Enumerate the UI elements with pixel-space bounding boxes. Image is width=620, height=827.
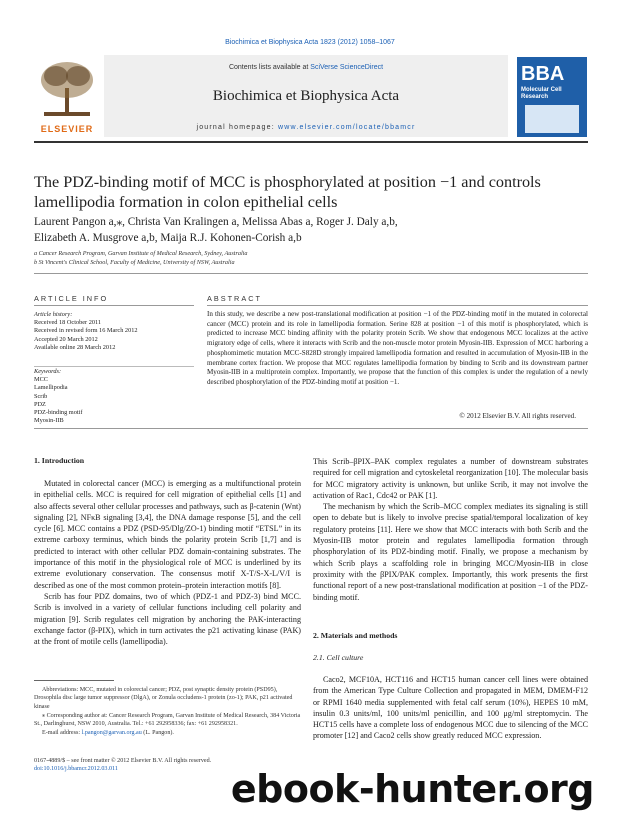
- affiliation-a: a Cancer Research Program, Garvan Institute of Medical Research, Sydney, Australia: [34, 250, 248, 257]
- keyword-item: Scrib: [34, 392, 48, 400]
- header-rule: [34, 141, 588, 143]
- journal-homepage: journal homepage: www.elsevier.com/locate/bbamcr: [196, 124, 416, 131]
- affiliation-b: b St Vincent's Clinical School, Faculty of Medicine, University of NSW, Australia: [34, 259, 235, 266]
- history-label: Article history:: [34, 311, 73, 318]
- elsevier-wordmark: ELSEVIER: [40, 124, 94, 134]
- issn-line: 0167-4889/$ – see front matter © 2012 Elsevier B.V. All rights reserved.: [34, 758, 212, 764]
- right-column-body: [313, 456, 588, 603]
- homepage-link[interactable]: www.elsevier.com/locate/bbamcr: [277, 124, 416, 131]
- contents-line: Contents lists available at SciVerse ScienceDirect: [228, 64, 384, 71]
- keywords-rule: [34, 366, 194, 367]
- authors-line-1: Laurent Pangon a,⁎, Christa Van Kralingen a, Melissa Abas a, Roger J. Daly a,b,: [34, 216, 398, 228]
- article-history: [34, 311, 194, 352]
- footnote-rule: [34, 680, 114, 681]
- methods-heading: 2. Materials and methods: [313, 631, 398, 640]
- watermark-text: ebook-hunter.org: [230, 767, 594, 811]
- keyword-item: Myosin-IIB: [34, 417, 64, 425]
- section-rule: [34, 273, 588, 274]
- keywords-label: Keywords:: [34, 368, 62, 375]
- keyword-item: MCC: [34, 376, 48, 384]
- cover-title: BBA: [521, 63, 565, 85]
- history-revised: Received in revised form 16 March 2012: [34, 327, 138, 335]
- article-title: The PDZ-binding motif of MCC is phosphorylated at position −1 and controls lamellipodia formation in colon epithelial cells: [34, 173, 541, 211]
- history-online: Available online 28 March 2012: [34, 343, 116, 351]
- cover-subtitle: Molecular Cell Research: [521, 87, 562, 100]
- cover-image: [525, 105, 579, 133]
- article-info-rule: [34, 305, 194, 306]
- sciencedirect-link[interactable]: SciVerse ScienceDirect: [310, 64, 384, 71]
- email-link[interactable]: l.pangon@garvan.org.au: [81, 730, 142, 737]
- abbreviations-footnote: Abbreviations: MCC, mutated in colorectal cancer; PDZ, post synaptic density protein (PSD95), Drosophila disc large tumor suppressor (DlgA), or Zonula occludens-1 protein (zo-1); PAK, p21 activated kinase: [34, 687, 293, 710]
- cell-culture-body: [313, 674, 588, 742]
- keywords: [34, 368, 194, 425]
- footnotes: [34, 686, 301, 739]
- abstract-rule: [207, 305, 588, 306]
- email-footnote: E-mail address: l.pangon@garvan.org.au (L. Pangon).: [42, 730, 174, 737]
- introduction-heading: 1. Introduction: [34, 456, 85, 465]
- cell-culture-heading: 2.1. Cell culture: [313, 653, 364, 662]
- intro-paragraph-1: Mutated in colorectal cancer (MCC) is emerging as a multifunctional protein in epithelial cells. MCC is required for cell migration of epithelial cells [1] and also affects several other cellular processes and pathways, such as β-catenin (Wnt) signaling [2], NFκB signaling [3,4], the DNA damage response [5], and the cell cycle [6]. MCC contains a PDZ (PSD-95/Dlg/ZO-1) binding motif “ETSL” in its extreme carboxy terminus, which binds the polarity protein Scrib [1,7] and is predicted to interact with other cellular PDZ domain-containing substrates. The importance of this motif in the physiological role of MCC is underlined by its extreme evolutionary conservation. The consensus motif X-T/S-X-L/V/I is described as one of the most common protein–protein interaction motifs [8].: [34, 479, 301, 590]
- journal-cover: [517, 57, 587, 137]
- corresponding-author-footnote: ⁎ Corresponding author at: Cancer Research Program, Garvan Institute of Medical Research, 384 Victoria St., Darlinghurst, NSW 2010, Australia. Tel.: +61 292958336; fax: +61 292958321.: [34, 712, 301, 728]
- authors-line-2: Elizabeth A. Musgrove a,b, Maija R.J. Kohonen-Corish a,b: [34, 232, 302, 244]
- keyword-item: PDZ: [34, 400, 46, 408]
- introduction-body: [34, 478, 301, 647]
- journal-citation[interactable]: Biochimica et Biophysica Acta 1823 (2012) 1058–1067: [225, 39, 395, 46]
- doi-link[interactable]: doi:10.1016/j.bbamcr.2012.03.011: [34, 766, 118, 773]
- right-paragraph-1: This Scrib–βPIX–PAK complex regulates a number of downstream substrates required for cell migration and cytoskeletal reorganization [10]. The molecular basis for MCC migratory activity is unknown, but unlike Scrib, it may not involve the activation of Rac1, Cdc42 or PAK [1].: [313, 457, 588, 500]
- abstract-text: In this study, we describe a new post-translational modification at position −1 of the PDZ-binding motif in the mutated in colorectal cancer (MCC) protein and its role in lamellipodia formation. Serine 828 at position −1 of this motif is phosphorylated, which is predicted to increase MCC binding affinity with the polarity protein Scrib. We show that endogenous MCC localizes at the active migratory edge of cells, where it interacts with Scrib and the non-muscle motor protein Myosin-IIB. Expression of MCC harboring a phosphomimetic mutation MCC-S828D strongly impaired lamellipodia formation and resulted in accumulation of Myosin-IIB in the membrane cortex fraction. We propose that MCC regulates lamellipodia formation by binding to Scrib and its downstream partner Myosin-IIB in a multiprotein complex. Importantly, we propose that the function of this complex is under the regulation of a newly described phosphorylation of the PDZ-binding motif at position −1.: [207, 310, 588, 386]
- history-accepted: Accepted 20 March 2012: [34, 335, 98, 343]
- affiliations: [34, 249, 594, 267]
- culture-paragraph: Caco2, MCF10A, HCT116 and HCT15 human cancer cell lines were obtained from the American Type Culture Collection and propagated in MEM, DMEM-F12 or RPMI 1640 media supplemented with fetal calf serum (10%), HEPES 10 mM, insulin 0.3 units/ml, 100 units/ml penicillin, and 100 μg/ml streptomycin. The HCT15 cells have a complete loss of endogenous MCC due to silencing of the MCC promoter [12] and Caco2 cells show greatly reduced MCC expression.: [313, 675, 588, 741]
- journal-name: Biochimica et Biophysica Acta: [212, 88, 400, 104]
- history-received: Received 18 October 2011: [34, 319, 102, 327]
- elsevier-tree-logo: [34, 58, 100, 134]
- abstract-heading: ABSTRACT: [207, 294, 262, 303]
- keyword-item: PDZ-binding motif: [34, 409, 83, 417]
- author-list: [34, 214, 594, 246]
- abstract-bottom-rule: [34, 428, 588, 429]
- keyword-item: Lamellipodia: [34, 384, 68, 392]
- article-info-heading: ARTICLE INFO: [34, 294, 109, 303]
- right-paragraph-2: The mechanism by which the Scrib–MCC complex mediates its signaling is still open to debate but is likely to involve precise spatial/temporal localization of key regulatory proteins [11]. Here we show that MCC interacts with both Scrib and the Myosin-IIB motor protein and regulates lamellipodia formation through phosphorylation of its PDZ-binding motif. Finally, we propose a mechanism by which Scrib plays a scaffolding role in bringing MCC/Myosin-IIB in close proximity with the βPIX/PAK complex. Importantly, this work presents the first functional report of a new post-translational modification at position −1 of the PDZ-binding motif.: [313, 502, 588, 602]
- copyright: © 2012 Elsevier B.V. All rights reserved.: [459, 412, 576, 420]
- intro-paragraph-2: Scrib has four PDZ domains, two of which (PDZ-1 and PDZ-3) bind MCC. Scrib is involved in a variety of cellular functions including cell polarity and migration [9]. Scrib regulates cell migration by anchoring the PAK-interacting exchange factor (β-PIX), which in turn activates the p21 activating kinase (PAK) at the front of motile cells (lamellipodia).: [34, 591, 301, 647]
